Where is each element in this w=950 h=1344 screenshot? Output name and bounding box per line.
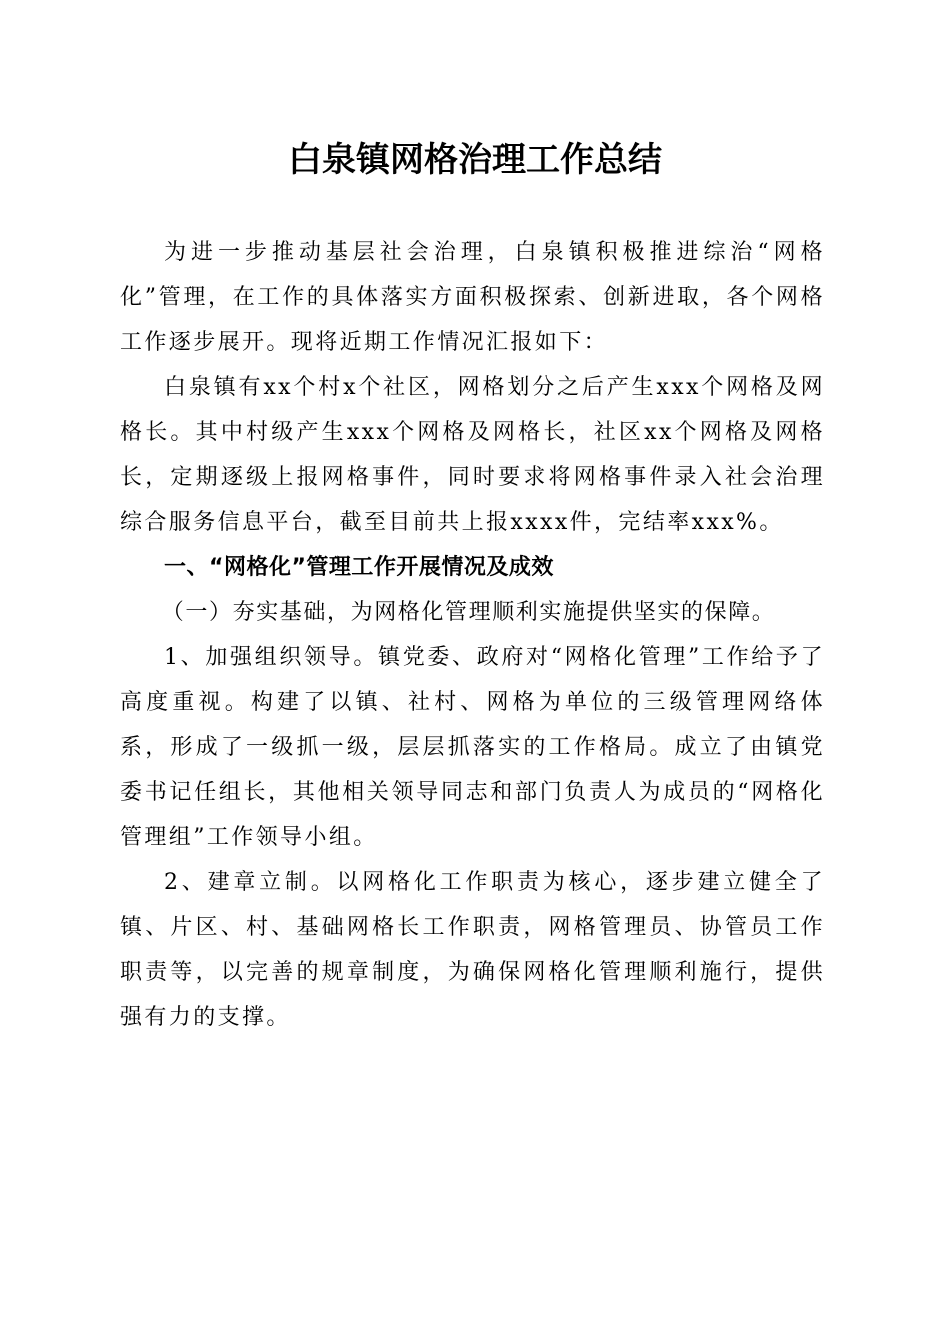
paragraph-regulations: 2、建章立制。以网格化工作职责为核心，逐步建立健全了镇、片区、村、基础网格长工作职责，网格管理员、协管员工作职责等，以完善的规章制度，为确保网格化管理顺利施行，提供强有力的支撑。 bbox=[120, 870, 825, 1030]
paragraph-intro: 为进一步推动基层社会治理，白泉镇积极推进综治“网格化”管理，在工作的具体落实方面积极探索、创新进取，各个网格工作逐步展开。现将近期工作情况汇报如下： bbox=[120, 240, 825, 355]
section-heading-1: 一、“网格化”管理工作开展情况及成效 bbox=[164, 555, 554, 580]
paragraph-organization: 1、加强组织领导。镇党委、政府对“网格化管理”工作给予了高度重视。构建了以镇、社村、网格为单位的三级管理网络体系，形成了一级抓一级，层层抓落实的工作格局。成立了由镇党委书记任组长，其他相关领导同志和部门负责人为成员的“网格化管理组”工作领导小组。 bbox=[120, 645, 825, 850]
document-body bbox=[120, 230, 825, 1040]
paragraph-overview: 白泉镇有xx个村x个社区，网格划分之后产生xxx个网格及网格长。其中村级产生xxx个网格及网格长，社区xx个网格及网格长，定期逐级上报网格事件，同时要求将网格事件录入社会治理综合服务信息平台，截至目前共上报xxxx件，完结率xxx%。 bbox=[120, 375, 825, 535]
document-title: 白泉镇网格治理工作总结 bbox=[288, 140, 662, 180]
subsection-heading-1: （一）夯实基础，为网格化管理顺利实施提供坚实的保障。 bbox=[161, 600, 776, 625]
